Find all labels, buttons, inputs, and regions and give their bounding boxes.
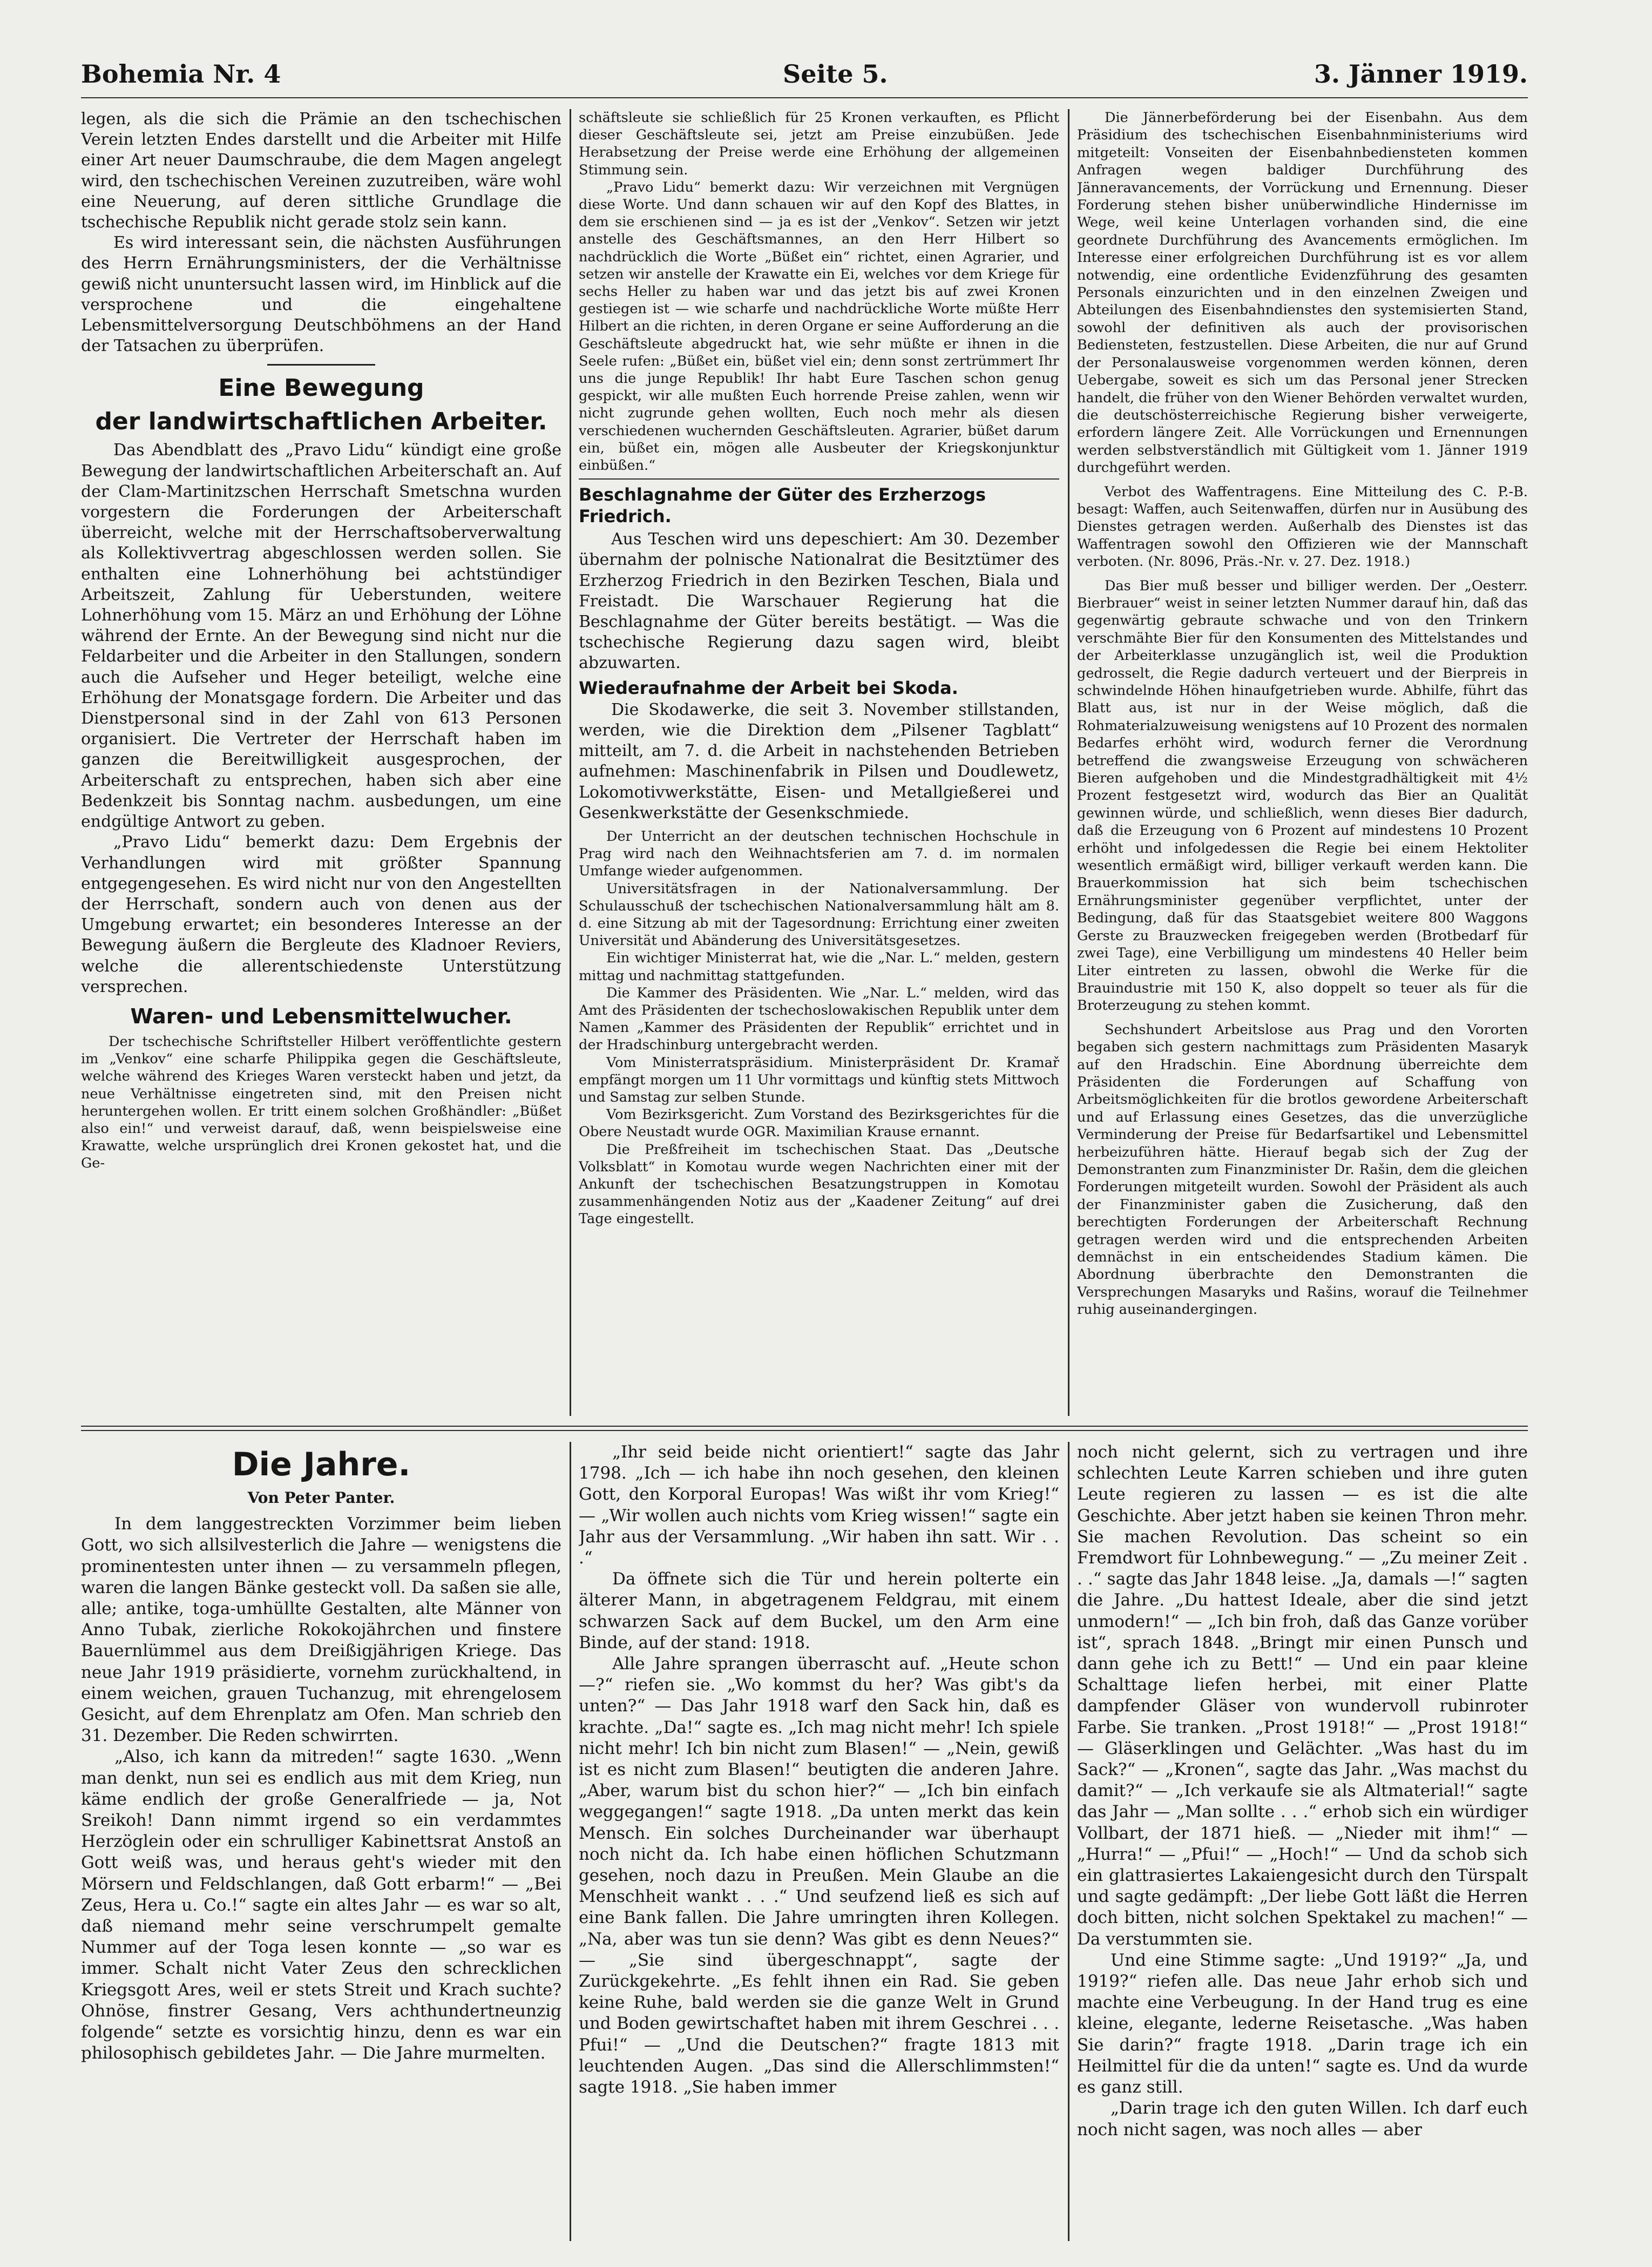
feuilleton-rule-top — [81, 1426, 1528, 1427]
article-paragraph: Das Abendblatt des „Pravo Lidu“ kündigt eine große Bewegung der landwirtschaftlichen Arbeiterschaft an. Auf der Clam-Martinitzschen Herrschaft Smetschna wurden vorgestern die Forderungen der Arbeiterschaft überreicht, welche mit der Herrschaftsoberverwaltung als Kollektivvertrag abgeschlossen werden sollen. Sie enthalten eine Lohnerhöhung bei achtstündiger Arbeitszeit, Zahlung für Ueberstunden, weitere Lohnerhöhung vom 15. März an und Erhöhung der Löhne während der Ernte. An der Bewegung sind nicht nur die Feldarbeiter und die Arbeiter in den Stallungen, sondern auch die Aufseher und Heger beteiligt, welche eine Erhöhung der Monatsgage fordern. Die Arbeiter und das Dienstpersonal sind in der Zahl von 613 Personen organisiert. Die Vertreter der Herrschaft haben im ganzen die Bereitwilligkeit ausgesprochen, der Arbeiterschaft zu entsprechen, haben sich aber eine Bedenkzeit bis Sonntag nachm. ausbedungen, um eine endgültige Antwort zu geben. — [81, 441, 561, 832]
headline-farmworkers-line2: der landwirtschaftlichen Arbeiter. — [95, 408, 547, 436]
feuilleton-column-1 — [81, 1442, 561, 2241]
news-brief: Sechshundert Arbeitslose aus Prag und den Vororten begaben sich gestern nachmittags zum Präsidenten Masaryk auf den Hradschin. Eine Abordnung überreichte dem Präsidenten die Forderungen auf Schaffung von Arbeitsmöglichkeiten für die brotlos gewordene Arbeiterschaft und auf Erlassung eines Gesetzes, das die unverzügliche Verminderung der Preise für Bedarfsartikel und Lebensmittel herbeizuführen hätte. Hierauf begab sich der Zug der Demonstranten zum Finanzminister Dr. Rašin, dem die gleichen Forderungen mitgeteilt wurden. Sowohl der Präsident als auch der Finanzminister gaben die Zusicherung, daß den berechtigten Forderungen der Arbeiterschaft Rechnung getragen werden wird und die entsprechenden Arbeiten demnächst in ein entscheidendes Stadium kämen. Die Abordnung überbrachte den Demonstranten die Versprechungen Masaryks und Rašins, worauf die Teilnehmer ruhig auseinandergingen. — [1077, 1021, 1528, 1318]
feuilleton-column-3 — [1077, 1442, 1528, 2241]
section-divider — [267, 364, 375, 366]
article-paragraph: Der tschechische Schriftsteller Hilbert veröffentlichte gestern im „Venkov“ eine scharfe Philippika gegen die Geschäftsleute, welche während des Krieges Waren versteckt haben und jetzt, da neue Verhältnisse eingetreten sind, mit den Preisen nicht heruntergehen wollen. Er tritt einem solchen Großhändler: „Büßet also ein!“ und verweist darauf, daß, wenn beispielsweise eine Krawatte, welche ursprünglich drei Kronen gekostet hat, und die Ge- — [81, 1033, 561, 1172]
news-brief: Ein wichtiger Ministerrat hat, wie die „Nar. L.“ melden, gestern mittag und nachmittag stattgefunden. — [579, 950, 1059, 984]
newspaper-page — [81, 59, 1528, 2252]
headline-archduke-estates: Beschlagnahme der Güter des Erzherzogs Friedrich. — [579, 484, 986, 527]
news-brief: Vom Ministerratspräsidium. Ministerpräsident Dr. Kramař empfängt morgen um 11 Uhr vormittags und künftig stets Mittwoch und Samstag zur selben Stunde. — [579, 1054, 1059, 1105]
feuilleton-rule-bottom — [81, 1430, 1528, 1431]
feuilleton-paragraph: „Ihr seid beide nicht orientiert!“ sagte das Jahr 1798. „Ich — ich habe ihn noch gesehen, den kleinen Gott, den Korporal Europas! Was wißt ihr vom Krieg!“ — „Wir wollen auch nichts vom Krieg wissen!“ sagte ein Jahr aus der Versammlung. „Wir haben ihn satt. Wir . . .“ — [579, 1442, 1059, 1568]
page-number: Seite 5. — [783, 59, 888, 89]
news-brief: Die Kammer des Präsidenten. Wie „Nar. L.“ melden, wird das Amt des Präsidenten der tschechoslowakischen Republik unter dem Namen „Kammer des Präsidenten der Republik“ errichtet und in der Hradschinburg untergebracht werden. — [579, 984, 1059, 1054]
feuilleton-byline: Von Peter Panter. — [247, 1489, 395, 1507]
feuilleton-paragraph: Da öffnete sich die Tür und herein polterte ein älterer Mann, in abgetragenem Feldgrau, mit einem schwarzen Sack auf dem Buckel, um den Arm eine Binde, auf der stand: 1918. — [579, 1569, 1059, 1652]
headline-farmworkers-line1: Eine Bewegung — [218, 374, 424, 402]
article-paragraph: Es wird interessant sein, die nächsten Ausführungen des Herrn Ernährungsministers, der die Verhältnisse gewiß nicht ununtersucht lassen wird, im Hinblick auf die versprochene und die eingehaltene Lebensmittelversorgung Deutschböhmens an der Hand der Tatsachen zu überprüfen. — [81, 233, 561, 356]
headline-profiteering: Waren- und Lebensmittelwucher. — [130, 1004, 512, 1028]
column-rule — [1068, 1442, 1069, 2241]
feuilleton-paragraph: In dem langgestreckten Vorzimmer beim lieben Gott, wo sich allsilvesterlich die Jahre — wenigstens die prominentesten unter ihnen — zu versammeln pflegen, waren die langen Bänke gesteckt voll. Da saßen sie alle, alle; antike, toga-umhüllte Gestalten, alte Männer von Anno Tubak, zierliche Rokokojährchen und finstere Bauernlümmel aus dem Dreißigjährigen Kriege. Das neue Jahr 1919 präsidierte, vornehm zurückhaltend, in einem weichen, grauen Tuchanzug, mit ehrengelosem Gesicht, auf dem Ehrenplatz am Ofen. Man schrieb den 31. Dezember. Die Reden schwirrten. — [81, 1514, 561, 1746]
column-rule — [570, 109, 571, 1416]
news-brief: Verbot des Waffentragens. Eine Mitteilung des C. P.-B. besagt: Waffen, auch Seitenwaffen, dürfen nur in Ausübung des Dienstes getragen werden. Außerhalb des Dienstes ist das Waffentragen sowohl den Offizieren wie der Mannschaft verboten. (Nr. 8096, Präs.-Nr. v. 27. Dez. 1918.) — [1077, 483, 1528, 570]
feuilleton-paragraph: „Also, ich kann da mitreden!“ sagte 1630. „Wenn man denkt, nun sei es endlich aus mit dem Krieg, nun käme endlich der große Generalfriede — ja, Not Sreikoh! Dann nimmt irgend so ein verdammtes Herzöglein oder ein schrulliger Kabinettsrat Anstoß an Gott weiß was, und heraus geht's wieder mit den Mörsern und Feldschlangen, daß Gott erbarm!“ — „Bei Zeus, Hera u. Co.!“ sagte ein altes Jahr — es war so alt, daß niemand mehr seine verschrumpelt gemalte Nummer auf der Toga lesen konnte — „so war es immer. Schalt nicht Vater Zeus den schrecklichen Kriegsgott Ares, weil er stets Streit und Krach suchte? Ohnöse, finstrer Gesang, Vers achthundertneunzig folgende“ setzte es vorsichtig hinzu, denn es war ein philosophisch gebildetes Jahr. — Die Jahre murmelten. — [81, 1747, 561, 2063]
article-paragraph: Aus Teschen wird uns depeschiert: Am 30. Dezember übernahm der polnische Nationalrat die Besitztümer des Erzherzog Friedrich in den Bezirken Teschen, Biala und Freistadt. Die Warschauer Regierung hat die Beschlagnahme der Güter bereits bestätigt. — Was die tschechische Regierung dazu sagen wird, bleibt abzuwarten. — [579, 530, 1059, 673]
article-continuation: schäftsleute sie schließlich für 25 Kronen verkauften, es Pflicht dieser Geschäftsleute sei, jetzt am Preise einzubüßen. Jede Herabsetzung der Preise werde eine Erhöhung der allgemeinen Stimmung sein. — [579, 110, 1059, 178]
news-brief: Der Unterricht an der deutschen technischen Hochschule in Prag wird nach den Weihnachtsferien am 7. d. im normalen Umfange wieder aufgenommen. — [579, 828, 1059, 880]
column-rule — [1068, 109, 1069, 1416]
masthead-rule — [81, 97, 1528, 98]
article-paragraph: Die Skodawerke, die seit 3. November stillstanden, werden, wie die Direktion dem „Pilsener Tagblatt“ mitteilt, am 7. d. die Arbeit in nachstehenden Betrieben aufnehmen: Maschinenfabrik in Pilsen und Doudlewetz, Lokomotivwerkstätte, Eisen- und Metallgießerei und Gesenkwerkstätte der Gesenkschmiede. — [579, 700, 1059, 822]
masthead — [81, 59, 1528, 103]
issue-date: 3. Jänner 1919. — [1314, 59, 1528, 89]
article-paragraph: „Pravo Lidu“ bemerkt dazu: Wir verzeichnen mit Vergnügen diese Worte. Und dann schauen wir auf den Kopf des Blattes, in dem sie erschienen sind — ja es ist der „Venkov“. Setzen wir jetzt anstelle des Geschäftsmannes, an den Herr Hilbert so nachdrücklich die Worte „Büßet ein“ richtet, einen Agrarier, und setzen wir anstelle der Krawatte ein Ei, welches vor dem Kriege für sechs Heller zu haben war und das jetzt bis auf zwei Kronen gestiegen ist — wie scharfe und nachdrückliche Worte müßte Herr Hilbert an die richten, in deren Organe er seine Aufforderung an die Geschäftsleute abgedruckt hat, wie sehr müßte er ihnen in die Seele rufen: „Büßet ein, büßet viel ein; denn sonst zertrümmert Ihr uns die junge Republik! Ihr habt Eure Taschen schon genug gespickt, wir alle mußten Euch horrende Preise zahlen, wenn wir nicht zugrunde gehen wollten, Euch noch mehr als diesen verschiedenen wuchernden Geschäftsleuten. Agrarier, büßet darum ein, büßet ein, mögen alle Ausbeuter der Kriegskonjunktur einbüßen.“ — [579, 179, 1059, 474]
feuilleton-paragraph: „Darin trage ich den guten Willen. Ich darf euch noch nicht sagen, was noch alles — aber — [1077, 2099, 1528, 2140]
news-brief: Die Preßfreiheit im tschechischen Staat. Das „Deutsche Volksblatt“ in Komotau wurde wegen Nachrichten einer mit der Ankunft der tschechischen Besatzungstruppen in Komotau zusammenhängenden Notiz aus der „Kaadener Zeitung“ auf drei Tage eingestellt. — [579, 1141, 1059, 1227]
news-brief: Das Bier muß besser und billiger werden. Der „Oesterr. Bierbrauer“ weist in seiner letzten Nummer darauf hin, daß das gegenwärtig gebraute schwache und von den Trinkern verschmähte Bier für den Konsumenten des Mittelstandes und der Arbeiterklasse unzugänglich ist, weil die Produktion gedrosselt, die Regie dadurch verteuert und der Bierpreis in schwindelnde Höhen hinaufgetrieben wurde. Abhilfe, führt das Blatt aus, ist nur in der Weise möglich, daß die Rohmaterialzuweisung wenigstens auf 10 Prozent des normalen Bedarfes erhöht wird, wodurch ferner die Verordnung betreffend die zwangsweise Erzeugung von schwächeren Bieren aufgehoben und die Mindestgradhältigkeit mit 4½ Prozent festgesetzt wird, wodurch das Bier an Qualität gewinnen würde, und schließlich, wenn dieses Bier dadurch, daß die Erzeugung von 6 Prozent auf mindestens 10 Prozent erhöht und infolgedessen die Regie bei einem Hektoliter wesentlich ermäßigt wird, billiger verkauft werden kann. Die Brauerkommission hat sich beim tschechischen Ernährungsminister gegenüber verpflichtet, unter der Bedingung, daß für das Staatsgebiet weitere 800 Waggons Gerste zu Brauzwecken freigegeben werden (Brotbedarf für zwei Tage), eine Verbilligung um mindestens 40 Heller beim Liter eintreten zu lassen, obwohl die Werke für die Brauindustrie mit 150 K, also doppelt so teuer als für die Broterzeugung zu stehen kommt. — [1077, 577, 1528, 1014]
article-paragraph: „Pravo Lidu“ bemerkt dazu: Dem Ergebnis der Verhandlungen wird mit größter Spannung entgegengesehen. Es wird nicht nur von den Angestellten der Herrschaft, sondern auch von denen aus der Umgebung erwartet; ein besonderes Interesse an der Bewegung äußern die Bergleute des Kladnoer Reviers, welche die allerentschiedenste Unterstützung versprechen. — [81, 833, 561, 996]
feuilleton-title: Die Jahre. — [232, 1446, 411, 1483]
news-brief: Die Jännerbeförderung bei der Eisenbahn. Aus dem Präsidium des tschechischen Eisenbahnministeriums wird mitgeteilt: Vonseiten der Eisenbahnbediensteten kommen Anfragen wegen baldiger Durchführung des Jänneravancements, der Vorrückung und Ernennung. Dieser Forderung stehen bisher unüberwindliche Hindernisse im Wege, weil keine Unterlagen vorhanden sind, die eine geordnete Durchführung des Avancements ermöglichen. Im Interesse einer erfolgreichen Durchführung ist es vor allem notwendig, eine ordentliche Evidenzführung des gesamten Personals einzurichten und in den einzelnen Zweigen und Abteilungen des Eisenbahndienstes den systemisierten Stand, sowohl der definitiven als auch der provisorischen Bediensteten, festzustellen. Diese Arbeiten, die nur auf Grund der Personalausweise vorgenommen werden können, deren Uebergabe, soweit es sich um das Personal jener Strecken handelt, die früher von den Wiener Behörden verwaltet wurden, die deutschösterreichische Regierung bisher verweigerte, erfordern längere Zeit. Alle Vorrückungen und Ernennungen werden selbstverständlich mit Gültigkeit vom 1. Jänner 1919 durchgeführt werden. — [1077, 110, 1528, 476]
article-continuation: legen, als die sich die Prämie an den tschechischen Verein letzten Endes darstellt und die Arbeiter mit Hilfe einer Art neuer Daumschraube, die dem Magen angelegt wird, den tschechischen Vereinen zuzutreiben, wäre wohl eine Neuerung, auf deren sittliche Grundlage die tschechische Republik nicht gerade stolz sein kann. — [81, 110, 561, 232]
paper-name-issue: Bohemia Nr. 4 — [81, 59, 281, 89]
column-rule — [570, 1442, 571, 2241]
column-3 — [1077, 109, 1528, 1421]
news-brief: Vom Bezirksgericht. Zum Vorstand des Bezirksgerichtes für die Obere Neustadt wurde OGR. Maximilian Krause ernannt. — [579, 1106, 1059, 1141]
feuilleton-column-2 — [579, 1442, 1059, 2241]
column-2 — [579, 109, 1059, 1421]
news-brief: Universitätsfragen in der Nationalversammlung. Der Schulausschuß der tschechischen Nationalversammlung hält am 8. d. eine Sitzung ab mit der Tagesordnung: Errichtung einer zweiten Universität und Abänderung des Universitätsgesetzes. — [579, 880, 1059, 949]
feuilleton-paragraph: noch nicht gelernt, sich zu vertragen und ihre schlechten Leute Karren schieben und ihre guten Leute regieren zu lassen — es ist die alte Geschichte. Aber jetzt haben sie keinen Thron mehr. Sie machen Revolution. Das scheint so ein Fremdwort für Lohnbewegung.“ — „Zu meiner Zeit . . .“ sagte das Jahr 1848 leise. „Ja, damals —!“ sagten die Jahre. „Du hattest Ideale, aber die sind jetzt unmodern!“ — „Ich bin froh, daß das Ganze vorüber ist“, sprach 1848. „Bringt mir einen Punsch und dann gehe ich zu Bett!“ — Und ein paar kleine Schalttage liefen herbei, mit einer Platte dampfender Gläser von wundervoll rubinroter Farbe. Sie tranken. „Prost 1918!“ — „Prost 1918!“ — Gläserklingen und Gelächter. „Was hast du im Sack?“ — „Kronen“, sagte das Jahr. „Was machst du damit?“ — „Ich verkaufe sie als Altmaterial!“ sagte das Jahr — „Man sollte . . .“ erhob sich ein würdiger Vollbart, der 1871 hieß. — „Nieder mit ihm!“ — „Hurra!“ — „Pfui!“ — „Hoch!“ — Und da schob sich ein glattrasiertes Lakaiengesicht durch den Türspalt und sagte gedämpft: „Der liebe Gott läßt die Herren doch bitten, nicht solchen Spektakel zu machen!“ — Da verstummten sie. — [1077, 1442, 1528, 1949]
feuilleton-paragraph: Und eine Stimme sagte: „Und 1919?“ „Ja, und 1919?“ riefen alle. Das neue Jahr erhob sich und machte eine Verbeugung. In der Hand trug es eine kleine, elegante, lederne Reisetasche. „Was haben Sie darin?“ fragte 1918. „Darin trage ich ein Heilmittel für die da unten!“ sagte es. Und da wurde es ganz still. — [1077, 1950, 1528, 2097]
feuilleton-paragraph: Alle Jahre sprangen überrascht auf. „Heute schon —?“ riefen sie. „Wo kommst du her? Was gibt's da unten?“ — Das Jahr 1918 warf den Sack hin, daß es krachte. „Da!“ sagte es. „Ich mag nicht mehr! Ich spiele nicht mehr! Ich bin nicht zum Blasen!“ — „Nein, gewiß ist es nicht zum Blasen!“ beutigten die anderen Jahre. „Aber, warum bist du schon hier?“ — „Ich bin einfach weggegangen!“ sagte 1918. „Da unten merkt das kein Mensch. Ein solches Durcheinander war überhaupt noch nicht da. Ich habe einen höflichen Schutzmann gesehen, noch dazu in Preußen. Mein Glaube an die Menschheit wankt . . .“ Und seufzend ließ es sich auf eine Bank fallen. Die Jahre umringten ihren Kollegen. „Na, aber was tun sie denn? Was gibt es denn Neues?“ — „Sie sind übergeschnappt“, sagte der Zurückgekehrte. „Es fehlt ihnen ein Rad. Sie geben keine Ruhe, bald werden sie die ganze Welt in Grund und Boden gewirtschaftet haben mit ihrem Geschrei . . . Pfui!“ — „Und die Deutschen?“ fragte 1813 mit leuchtenden Augen. „Das sind die Allerschlimmsten!“ sagte 1918. „Sie haben immer — [579, 1654, 1059, 2097]
headline-skoda: Wiederaufnahme der Arbeit bei Skoda. — [579, 677, 958, 698]
column-1 — [81, 109, 561, 1421]
section-divider — [579, 478, 1059, 480]
